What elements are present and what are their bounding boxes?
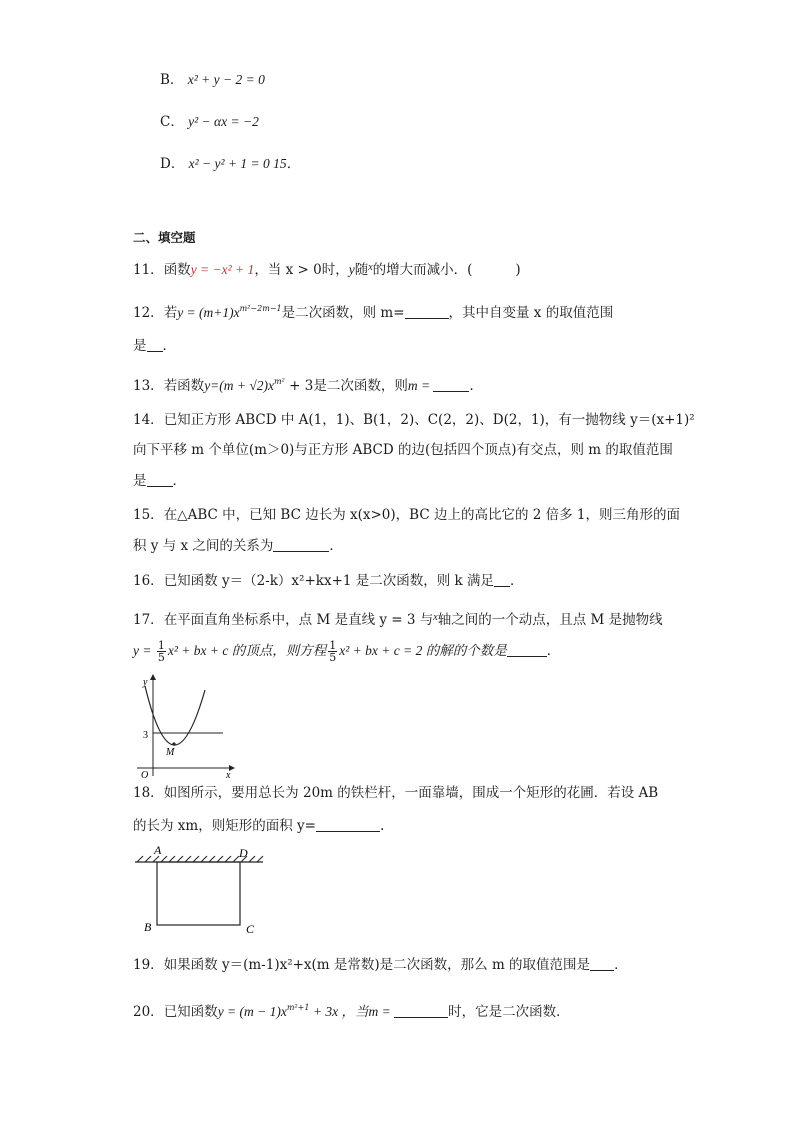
answer-blank <box>494 572 510 587</box>
y-axis-arrow <box>150 674 156 680</box>
text: . <box>379 818 385 834</box>
text: + 3是二次函数，则 <box>284 378 408 394</box>
question-number: 13． <box>133 378 164 394</box>
fraction-one-fifth <box>328 640 337 663</box>
answer-blank <box>147 472 173 487</box>
text: ． <box>172 473 186 489</box>
answer-blank <box>316 817 380 832</box>
answer-blank <box>590 956 614 971</box>
exponent: m²−2m−1 <box>239 304 282 313</box>
garden-figure <box>135 840 270 938</box>
text: 轴之间的一个动点，且点 M 是抛物线 <box>437 612 663 628</box>
answer-paren: ( ) <box>467 262 521 278</box>
text: 函数 <box>163 262 191 278</box>
option-label: C． <box>160 114 184 130</box>
formula: + 3x ，当 <box>309 1004 369 1019</box>
text: 的增大而减小． <box>372 262 468 278</box>
answer-blank <box>147 337 163 352</box>
origin-label: O <box>141 770 149 780</box>
option-expression: x² − y² + 1 = 0 15． <box>188 156 301 171</box>
text: 已知函数 <box>163 1004 218 1020</box>
question-number: 14． <box>133 412 164 428</box>
option-b <box>160 70 265 90</box>
vertex-label-a: A <box>154 843 162 857</box>
denominator: 5 <box>157 651 165 664</box>
text: 积 y 与 x 之间的关系为 <box>133 538 274 554</box>
option-expression: y² − αx = −2 <box>188 114 259 129</box>
numerator: 1 <box>329 639 337 652</box>
option-label: B． <box>160 72 184 88</box>
text: 向下平移 m 个单位(m＞0)与正方形 ABCD 的边(包括四个顶点)有交点，则 m 的取值范围 <box>133 442 673 458</box>
text: 随 <box>354 262 369 278</box>
question-number: 20． <box>133 1004 164 1020</box>
question-14-cont2 <box>133 471 186 491</box>
formula: y=(m + √2)x <box>204 378 275 393</box>
text: ． <box>546 643 561 659</box>
answer-blank <box>405 304 449 319</box>
formula: x² + bx + c 的顶点，则方程 <box>167 643 327 658</box>
numerator: 1 <box>157 639 165 652</box>
text: 已知函数 y＝（2-k）x²+kx+1 是二次函数，则 k 满足 <box>163 573 495 589</box>
question-number: 17． <box>133 612 164 628</box>
var-x: x <box>433 612 438 623</box>
text: ，其中自变量 x 的取值范围 <box>448 305 614 321</box>
answer-blank <box>273 537 329 552</box>
point-m-label: M <box>166 747 175 758</box>
text: 在平面直角坐标系中，点 M 是直线 y = 3 与 <box>163 612 434 628</box>
formula: y = (m+1)x <box>177 305 240 320</box>
text: ． <box>469 378 483 394</box>
vertex-label-b: B <box>144 920 152 934</box>
vertex-point <box>172 742 175 745</box>
question-13 <box>133 372 483 396</box>
var-m: m <box>368 1004 379 1019</box>
question-number: 19． <box>133 957 164 973</box>
formula: y = (m − 1)x <box>217 1004 287 1019</box>
question-number: 18． <box>133 785 164 801</box>
question-18 <box>133 783 658 803</box>
answer-blank <box>507 642 547 657</box>
text: 在△ABC 中，已知 BC 边长为 x(x>0)，BC 边上的高比它的 2 倍多 1，则三角形的面 <box>163 507 680 523</box>
question-17-cont <box>133 640 560 663</box>
text: 是二次函数，则 m= <box>281 305 405 321</box>
var-y: y <box>348 262 355 277</box>
garden-rectangle <box>157 862 240 925</box>
formula: y = <box>133 643 155 658</box>
equals: = <box>378 1004 395 1019</box>
vertex-label-c: C <box>246 922 255 936</box>
parabola-figure <box>133 672 238 780</box>
question-number: 16． <box>133 573 164 589</box>
parabola-curve <box>145 686 205 745</box>
question-number: 12． <box>133 305 164 321</box>
text: ，当 x > 0时， <box>254 262 349 278</box>
exponent: m²+1 <box>286 1003 310 1012</box>
text: ． <box>329 538 343 554</box>
text: 已知正方形 ABCD 中 A(1，1)、B(1，2)、C(2，2)、D(2，1)，有一抛物线 y＝(x+1)² <box>163 412 695 428</box>
formula: x² + bx + c = 2 的解的个数是 <box>339 643 507 658</box>
text: 是 <box>133 473 147 489</box>
y-axis-label: y <box>143 677 148 688</box>
option-expression: x² + y − 2 = 0 <box>187 72 265 87</box>
question-11 <box>133 258 521 280</box>
text: 若函数 <box>163 378 205 394</box>
question-14 <box>133 410 695 430</box>
question-14-cont <box>133 440 673 460</box>
formula: y = −x² + 1 <box>190 262 255 277</box>
text: 的长为 xm，则矩形的面积 y= <box>133 818 316 834</box>
answer-blank <box>433 377 469 392</box>
text: 若 <box>163 305 178 321</box>
question-number: 15． <box>133 507 164 523</box>
question-20 <box>133 998 570 1022</box>
text: 时，它是二次函数． <box>448 1004 570 1020</box>
question-17 <box>133 608 663 630</box>
answer-blank <box>394 1003 448 1018</box>
option-d <box>160 154 300 174</box>
question-19 <box>133 955 628 975</box>
section-heading: 二、填空题 <box>133 230 196 245</box>
tick-label-3: 3 <box>143 730 148 741</box>
question-15 <box>133 505 680 525</box>
question-16 <box>133 571 524 591</box>
question-number: 11． <box>133 262 164 278</box>
var-m: m <box>407 378 418 393</box>
question-12 <box>133 299 613 323</box>
text: ． <box>162 338 176 354</box>
text: ． <box>510 573 524 589</box>
option-label: D． <box>160 156 185 172</box>
var-x: x <box>368 262 373 273</box>
denominator: 5 <box>329 651 337 664</box>
question-18-cont <box>133 816 384 836</box>
equals: = <box>417 378 434 393</box>
option-c <box>160 112 259 132</box>
text: 如图所示，要用总长为 20m 的铁栏杆，一面靠墙，围成一个矩形的花圃．若设 AB <box>163 785 659 801</box>
vertex-label-d: D <box>239 846 248 860</box>
question-12-cont <box>133 336 176 356</box>
text: ． <box>614 957 628 973</box>
text: 如果函数 y＝(m-1)x²+x(m 是常数)是二次函数，那么 m 的取值范围是 <box>163 957 591 973</box>
fraction-one-fifth <box>157 640 166 663</box>
text: 是 <box>133 338 147 354</box>
x-axis-label: x <box>226 770 231 780</box>
exponent: m² <box>274 377 285 386</box>
question-15-cont <box>133 536 343 556</box>
